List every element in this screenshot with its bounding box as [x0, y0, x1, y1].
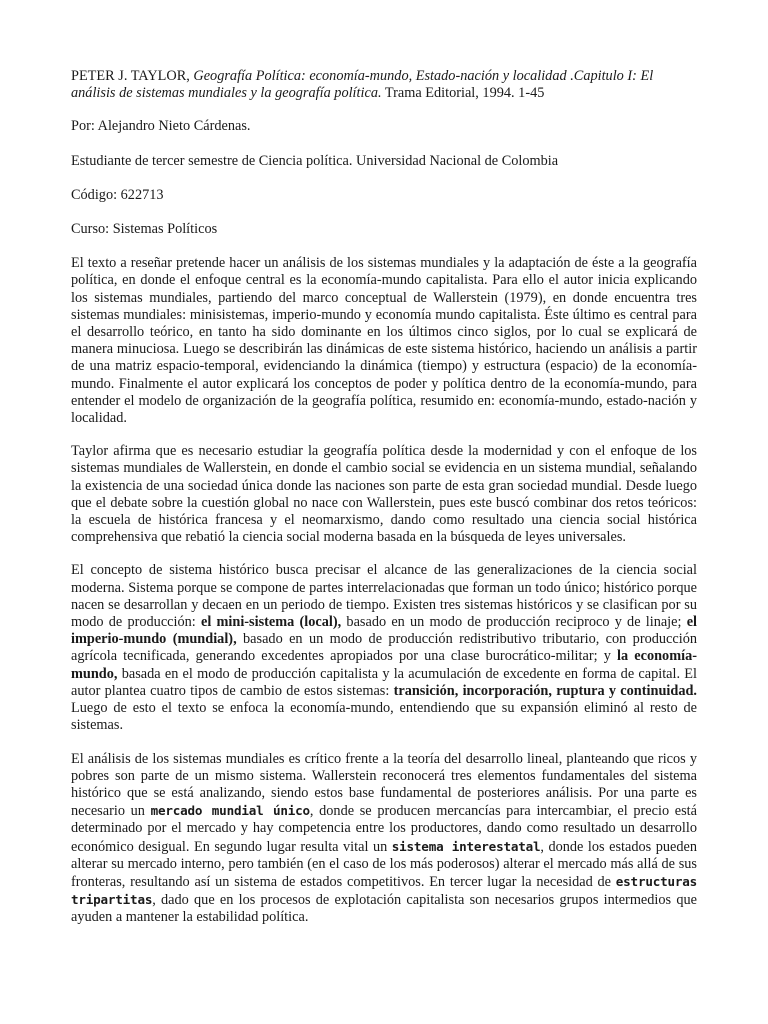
text-segment: basada en el modo de producción capitalista y la acumulación de excedente en forma de capital. El autor plantea cuatro tipos de cambio de estos sistemas: [71, 665, 697, 699]
text-segment: El análisis de los sistemas mundiales es crítico frente a la teoría del desarrollo lineal, planteando que ricos y pobres son parte de un mismo sistema. Wallerstein reconocerá tres elementos fundamentales del sistema histórico que se está analizando, siendo estos base fundamental de posteriores análisis. Por una parte es necesario un [71, 750, 697, 820]
paragraph-intro: El texto a reseñar pretende hacer un análisis de los sistemas mundiales y la adaptación de éste a la geografía política, en donde el enfoque central es la economía-mundo capitalista. Para ello el autor inicia explicando los sistemas mundiales, partiendo del marco conceptual de Wallerstein (1979), en donde encuentra tres sistemas mundiales: minisistemas, imperio-mundo y economía mundo capitalista. Éste último es central para el desarrollo teórico, en tanto ha sido dominante en los últimos cinco siglos, por lo cual se explicará de manera minuciosa. Luego se describirán las dinámicas de este sistema histórico, haciendo un análisis a partir de una matriz espacio-temporal, evidenciando la dinámica (tiempo) y estructura (espacio) de la economía-mundo. Finalmente el autor explicará los conceptos de poder y política dentro de la economía-mundo, para entender el modelo de organización de la geografía política, resumido en: economía-mundo, estado-nación y localidad. [71, 255, 697, 427]
paragraph-taylor: Taylor afirma que es necesario estudiar la geografía política desde la modernidad y con el enfoque de los sistemas mundiales de Wallerstein, en donde el cambio social se evidencia en un sistema mundial, señalando la existencia de una sociedad única donde las naciones son parte de esta gran sociedad mundial. Desde luego que el debate sobre la cuestión global no nace con Wallerstein, pues este buscó combinar dos retos teóricos: la escuela de histórica francesa y el neomarxismo, dando como resultado una ciencia social histórica comprehensiva que rebatió la ciencia social moderna basada en la búsqueda de leyes universales. [71, 443, 697, 546]
bold-term-interstate-system: sistema interestatal [391, 838, 541, 854]
student-line: Estudiante de tercer semestre de Ciencia política. Universidad Nacional de Colombia [71, 152, 559, 169]
citation-publisher: Trama Editorial, 1994. 1-45 [384, 85, 545, 102]
code-line: Código: 622713 [71, 186, 164, 203]
text-segment: Luego de esto el texto se enfoca la economía-mundo, entendiendo que su expansión eliminó al resto de sistemas. [71, 700, 697, 734]
bold-term-world-economy: la economía-mundo, [71, 648, 698, 682]
citation-author: PETER J. TAYLOR, [71, 68, 190, 84]
paragraph-world-systems-analysis [71, 751, 697, 927]
text-segment: , donde se producen mercancías para intercambiar, el precio está determinado por el mercado y hay competencia entre los productores, dando como resultado un desarrollo económico desigual. En segundo lugar resulta vital un [71, 803, 698, 855]
citation-title: Geografía Política: economía-mundo, Estado-nación y localidad .Capitulo I: El análisis de sistemas mundiales y la geografía política. [71, 68, 654, 102]
text-segment: , dado que en los procesos de explotación capitalista son necesarios grupos intermedios que ayuden a mantener la estabilidad política. [71, 892, 697, 926]
author-line: Por: Alejandro Nieto Cárdenas. [71, 118, 251, 135]
text-segment: basado en un modo de producción redistributivo tributario, con producción agrícola tecnificada, generando excedentes apropiados por una clase burocrático-militar; y [71, 631, 697, 665]
citation-header [71, 68, 697, 102]
bold-term-change-types: transición, incorporación, ruptura y continuidad. [393, 682, 697, 699]
bold-term-tripartite-structures: estructuras tripartitas [71, 873, 697, 908]
paragraph-historical-system [71, 562, 697, 734]
text-segment: basado en un modo de producción reciproco y de linaje; [341, 614, 687, 631]
bold-term-mini-system: el mini-sistema (local), [200, 614, 342, 631]
text-segment: El concepto de sistema histórico busca precisar el alcance de las generalizaciones de la ciencia social moderna. Sistema porque se compone de partes interrelacionadas que forman un todo único; histórico porque nacen se desarrollan y decaen en un periodo de tiempo. Existen tres sistemas históricos y se clasifican por su modo de producción: [71, 562, 697, 631]
bold-term-world-market: mercado mundial único [150, 803, 310, 819]
bold-term-world-empire: el imperio-mundo (mundial), [71, 614, 698, 648]
text-segment: , donde los estados pueden alterar su mercado interno, pero también (en el caso de los más poderosos) alterar el mercado más allá de sus fronteras, resultando así un sistema de estados competitivos. En tercer lugar la necesidad de [71, 838, 697, 890]
course-line: Curso: Sistemas Políticos [71, 221, 218, 238]
